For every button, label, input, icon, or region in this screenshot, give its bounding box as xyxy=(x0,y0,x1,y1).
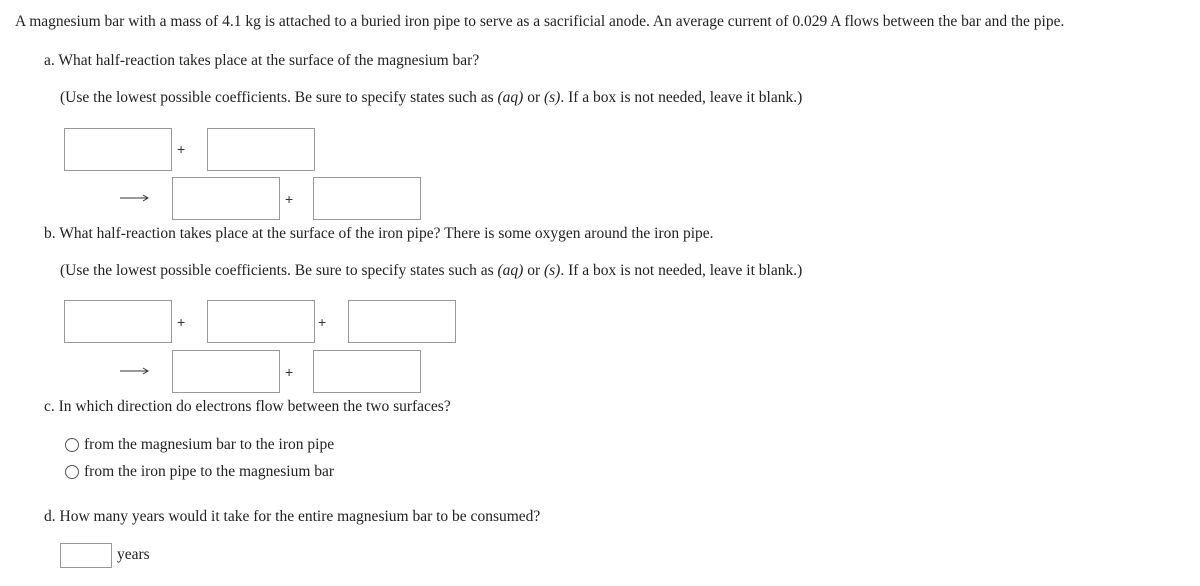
a-reactant-1-input[interactable] xyxy=(64,128,172,171)
plus-sign: + xyxy=(318,314,327,330)
option-label: from the iron pipe to the magnesium bar xyxy=(84,463,335,480)
question-c: c. In which direction do electrons flow between the two surfaces? xyxy=(44,398,451,415)
instruction-note-a: (Use the lowest possible coefficients. Be sure to specify states such as (aq) or (s). If a box is not needed, leave it blank.) xyxy=(60,89,803,106)
option-fe-to-mg[interactable] xyxy=(65,463,334,481)
years-answer-input[interactable] xyxy=(60,543,112,568)
plus-sign: + xyxy=(177,141,186,157)
question-b: b. What half-reaction takes place at the surface of the iron pipe? There is some oxygen around the iron pipe. xyxy=(44,225,714,242)
reaction-arrow-icon xyxy=(120,193,150,203)
a-product-1-input[interactable] xyxy=(172,177,280,220)
reaction-arrow-icon xyxy=(120,366,150,376)
radio-button-icon[interactable] xyxy=(65,438,79,452)
problem-intro: A magnesium bar with a mass of 4.1 kg is attached to a buried iron pipe to serve as a sacrificial anode. An average current of 0.029 A flows between the bar and the pipe. xyxy=(15,13,1065,30)
b-reactant-2-input[interactable] xyxy=(207,300,315,343)
a-product-2-input[interactable] xyxy=(313,177,421,220)
option-mg-to-fe[interactable] xyxy=(65,436,334,454)
b-reactant-1-input[interactable] xyxy=(64,300,172,343)
units-label: years xyxy=(117,546,150,563)
option-label: from the magnesium bar to the iron pipe xyxy=(84,436,335,453)
a-reactant-2-input[interactable] xyxy=(207,128,315,171)
question-a: a. What half-reaction takes place at the surface of the magnesium bar? xyxy=(44,52,480,69)
b-product-2-input[interactable] xyxy=(313,350,421,393)
b-reactant-3-input[interactable] xyxy=(348,300,456,343)
plus-sign: + xyxy=(285,191,294,207)
b-product-1-input[interactable] xyxy=(172,350,280,393)
question-d: d. How many years would it take for the entire magnesium bar to be consumed? xyxy=(44,508,541,525)
instruction-note-b: (Use the lowest possible coefficients. Be sure to specify states such as (aq) or (s). If a box is not needed, leave it blank.) xyxy=(60,262,803,279)
plus-sign: + xyxy=(177,314,186,330)
radio-button-icon[interactable] xyxy=(65,465,79,479)
plus-sign: + xyxy=(285,364,294,380)
